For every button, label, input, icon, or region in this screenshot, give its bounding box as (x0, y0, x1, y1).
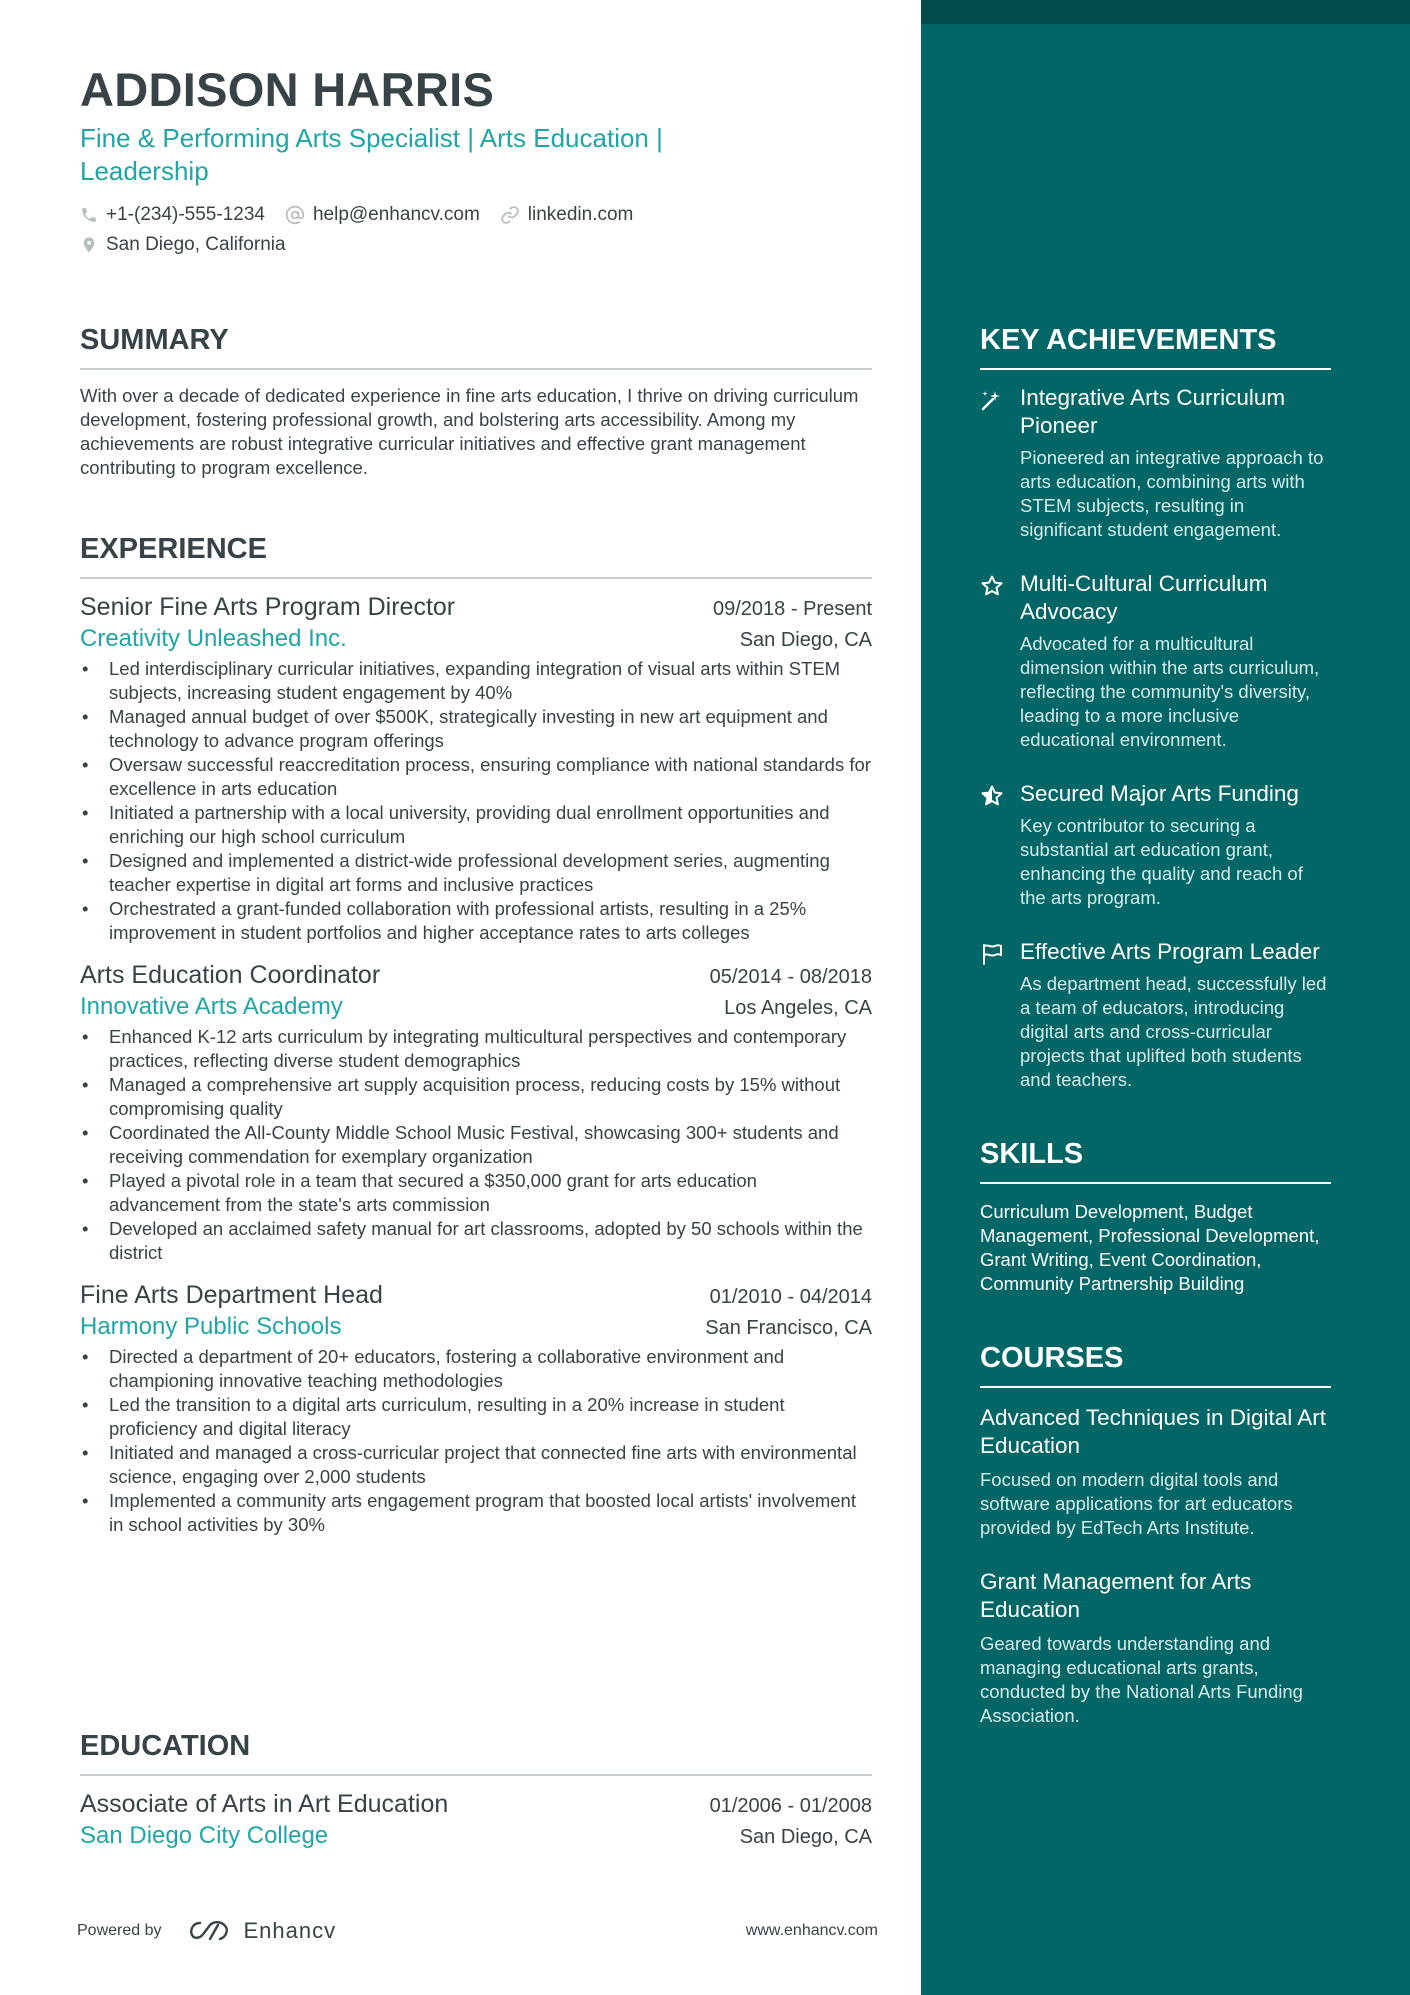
achievement-title: Multi-Cultural Curriculum Advocacy (1020, 571, 1268, 624)
list-item: • Oversaw successful reaccreditation process, ensuring compliance with national standards for excellence in arts education (80, 753, 872, 801)
summary-heading: SUMMARY (80, 324, 229, 356)
achievement-title: Secured Major Arts Funding (1020, 781, 1299, 806)
course-title: Grant Management for Arts Education (980, 1569, 1252, 1622)
job-location: San Francisco, CA (705, 1317, 872, 1339)
education-dates: 01/2006 - 01/2008 (709, 1795, 872, 1817)
magic-wand-icon (980, 388, 1004, 412)
section-divider (980, 368, 1331, 370)
list-item: • Initiated and managed a cross-curricular project that connected fine arts with environmental science, engaging over 2,000 students (80, 1441, 872, 1489)
sidebar-top-band (921, 0, 1410, 24)
achievement-title: Integrative Arts Curriculum Pioneer (1020, 385, 1286, 438)
job-entry (80, 1279, 872, 1537)
education-entry (80, 1788, 872, 1852)
courses-section (980, 1340, 1331, 1728)
enhancv-logo-icon (188, 1919, 234, 1943)
school-name: San Diego City College (80, 1822, 329, 1849)
list-item: • Played a pivotal role in a team that secured a $350,000 grant for arts education advancement from the state's arts commission (80, 1169, 872, 1217)
phone-icon (80, 206, 98, 224)
job-company: Harmony Public Schools (80, 1313, 342, 1340)
location-text: San Diego, California (106, 234, 286, 255)
job-company: Innovative Arts Academy (80, 993, 343, 1020)
summary-text: With over a decade of dedicated experience in fine arts education, I thrive on driving curriculum development, fostering professional growth, and bolstering arts accessibility. Among my achievements are robust integrative curricular initiatives and effective grant management contributing to program excellence. (80, 385, 859, 478)
job-title: Senior Fine Arts Program Director (80, 593, 456, 621)
section-divider (980, 1386, 1331, 1388)
job-company: Creativity Unleashed Inc. (80, 625, 347, 652)
candidate-title: Fine & Performing Arts Specialist | Arts Education | Leadership (80, 123, 663, 186)
job-entry (80, 959, 872, 1265)
list-item: • Managed a comprehensive art supply acquisition process, reducing costs by 15% without compromising quality (80, 1073, 872, 1121)
contact-location (80, 234, 286, 256)
list-item: • Implemented a community arts engagement program that boosted local artists' involvement in school activities by 30% (80, 1489, 872, 1537)
contact-info (80, 200, 872, 260)
list-item: • Designed and implemented a district-wide professional development series, augmenting teacher expertise in digital art forms and inclusive practices (80, 849, 872, 897)
job-dates: 01/2010 - 04/2014 (709, 1286, 872, 1308)
section-divider (80, 1774, 872, 1776)
achievement-item (980, 780, 1331, 910)
star-outline-icon (980, 574, 1004, 598)
skills-heading: SKILLS (980, 1138, 1084, 1170)
job-entry (80, 591, 872, 945)
star-half-icon (980, 784, 1004, 808)
achievement-item (980, 938, 1331, 1092)
flag-icon (980, 942, 1004, 966)
skills-text: Curriculum Development, Budget Management, Professional Development, Grant Writing, Event Coordination, Community Partnership Building (980, 1201, 1320, 1294)
brand-name: Enhancv (243, 1918, 337, 1943)
job-title: Arts Education Coordinator (80, 961, 381, 989)
job-bullets (80, 1345, 872, 1537)
list-item: • Initiated a partnership with a local university, providing dual enrollment opportunities and enriching our high school curriculum (80, 801, 872, 849)
section-divider (980, 1182, 1331, 1184)
courses-heading: COURSES (980, 1342, 1124, 1374)
phone-text: +1-(234)-555-1234 (106, 204, 265, 225)
experience-heading: EXPERIENCE (80, 533, 267, 565)
experience-section (80, 531, 872, 1537)
achievement-desc: Key contributor to securing a substantial art education grant, enhancing the quality and reach of the arts program. (1020, 815, 1303, 908)
sidebar (921, 0, 1410, 1995)
job-bullets (80, 1025, 872, 1265)
job-bullets (80, 657, 872, 945)
list-item: • Directed a department of 20+ educators, fostering a collaborative environment and championing innovative teaching methodologies (80, 1345, 872, 1393)
contact-phone[interactable] (80, 204, 265, 226)
location-pin-icon (80, 235, 98, 255)
list-item: • Developed an acclaimed safety manual for art classrooms, adopted by 50 schools within the district (80, 1217, 872, 1265)
job-location: Los Angeles, CA (724, 997, 872, 1019)
list-item: • Coordinated the All-County Middle School Music Festival, showcasing 300+ students and receiving commendation for exemplary organization (80, 1121, 872, 1169)
section-divider (80, 577, 872, 579)
list-item: • Managed annual budget of over $500K, strategically investing in new art equipment and technology to advance program offerings (80, 705, 872, 753)
job-title: Fine Arts Department Head (80, 1281, 383, 1309)
footer (77, 1914, 878, 1948)
achievements-heading: KEY ACHIEVEMENTS (980, 324, 1277, 356)
link-icon (500, 205, 520, 225)
main-column (80, 63, 872, 1849)
achievements-section (980, 322, 1331, 1092)
email-text: help@enhancv.com (312, 204, 480, 225)
achievement-item (980, 570, 1331, 752)
achievement-desc: As department head, successfully led a team of educators, introducing digital arts and cross-curricular projects that uplifted both students and teachers. (1020, 973, 1327, 1090)
job-dates: 09/2018 - Present (713, 598, 872, 620)
course-item (980, 1568, 1331, 1728)
list-item: • Led interdisciplinary curricular initiatives, expanding integration of visual arts within STEM subjects, increasing student engagement by 40% (80, 657, 872, 705)
education-section (80, 1728, 872, 1852)
achievement-item (980, 384, 1331, 542)
section-divider (80, 368, 872, 370)
powered-by-label: Powered by (77, 1922, 162, 1939)
linkedin-text: linkedin.com (527, 204, 634, 225)
skills-section (980, 1136, 1331, 1296)
degree-title: Associate of Arts in Art Education (80, 1790, 449, 1818)
contact-email[interactable] (285, 204, 480, 226)
enhancv-logo[interactable] (188, 1918, 337, 1944)
at-icon (285, 205, 305, 225)
list-item: • Orchestrated a grant-funded collaboration with professional artists, resulting in a 25% improvement in student portfolios and higher acceptance rates to arts colleges (80, 897, 872, 945)
achievement-title: Effective Arts Program Leader (1020, 939, 1320, 964)
course-desc: Geared towards understanding and managing educational arts grants, conducted by the National Arts Funding Association. (980, 1633, 1303, 1726)
website-link[interactable]: www.enhancv.com (745, 1922, 878, 1939)
education-heading: EDUCATION (80, 1730, 251, 1762)
list-item: • Enhanced K-12 arts curriculum by integrating multicultural perspectives and contemporary practices, reflecting diverse student demographics (80, 1025, 872, 1073)
summary-section (80, 322, 872, 480)
list-item: • Led the transition to a digital arts curriculum, resulting in a 20% increase in student proficiency and digital literacy (80, 1393, 872, 1441)
school-location: San Diego, CA (739, 1826, 872, 1848)
job-location: San Diego, CA (739, 629, 872, 651)
achievement-desc: Pioneered an integrative approach to arts education, combining arts with STEM subjects, resulting in significant student engagement. (1020, 447, 1324, 540)
achievement-desc: Advocated for a multicultural dimension within the arts curriculum, reflecting the community's diversity, leading to a more inclusive educational environment. (1020, 633, 1320, 750)
course-item (980, 1404, 1331, 1540)
candidate-name: ADDISON HARRIS (80, 63, 495, 116)
course-title: Advanced Techniques in Digital Art Education (980, 1405, 1327, 1458)
course-desc: Focused on modern digital tools and software applications for art educators provided by EdTech Arts Institute. (980, 1469, 1293, 1538)
contact-linkedin[interactable] (500, 204, 634, 226)
job-dates: 05/2014 - 08/2018 (709, 966, 872, 988)
